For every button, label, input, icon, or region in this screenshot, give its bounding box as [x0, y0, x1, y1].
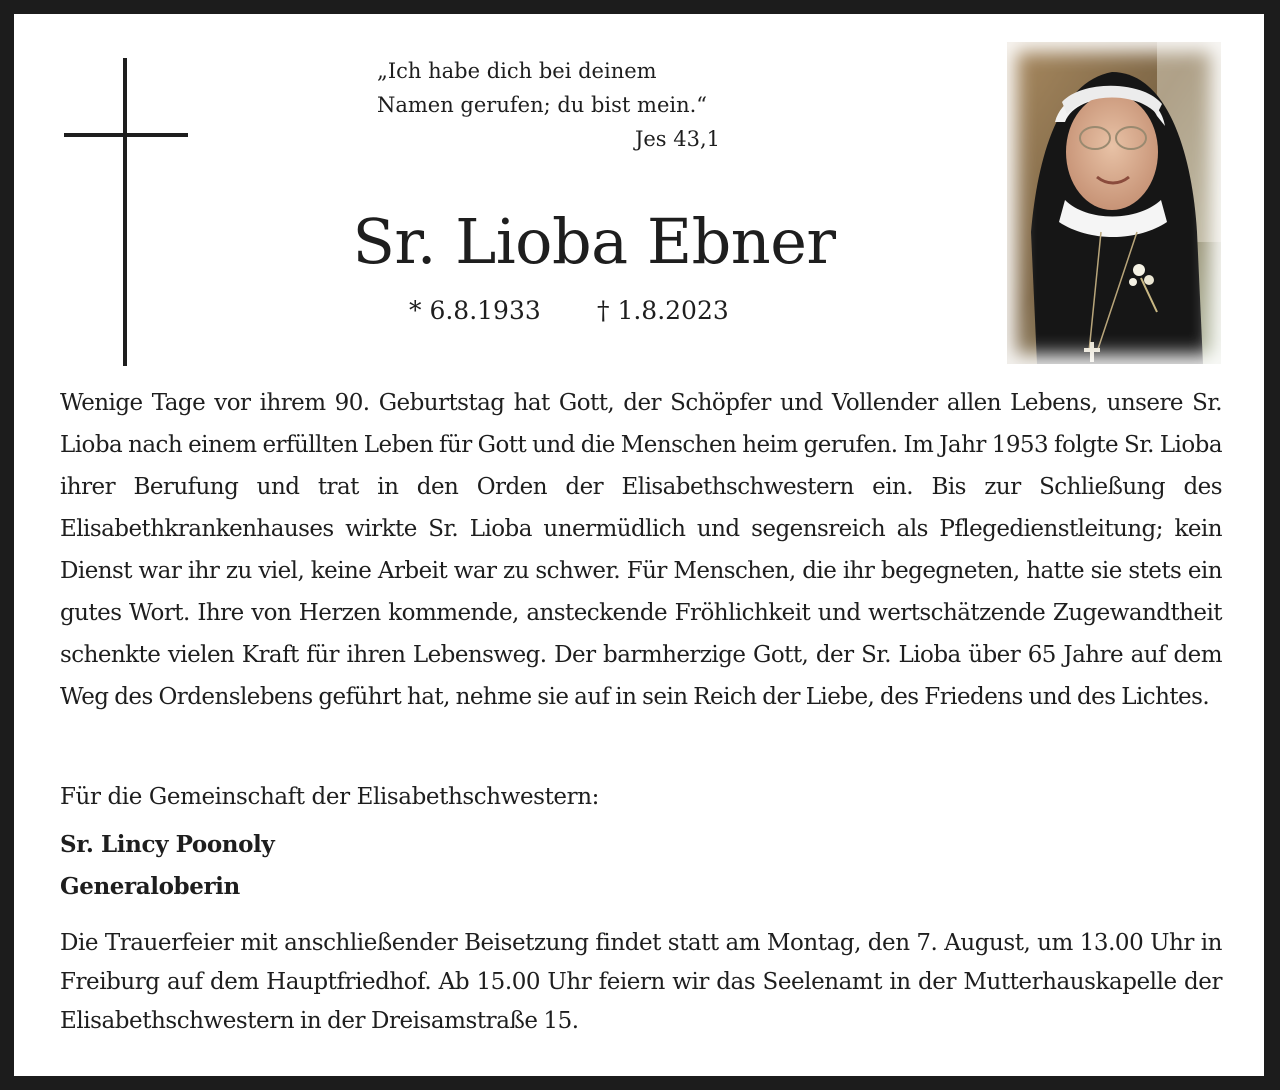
cross-icon: [123, 58, 127, 366]
portrait-image: [1007, 42, 1221, 364]
deceased-name: Sr. Lioba Ebner: [352, 205, 836, 278]
funeral-information: Die Trauerfeier mit anschließender Beisetzung findet statt am Montag, den 7. August, um 13.00 Uhr in Freiburg auf dem Hauptfriedhof. Ab 15.00 Uhr feiern wir das Seelenamt in der Mutterhauskapelle der Elisabethschwestern in der Dreisamstraße 15.: [60, 930, 1222, 1034]
signature-block: [60, 824, 660, 908]
bible-quote: [377, 54, 737, 156]
community-line: Für die Gemeinschaft der Elisabethschwestern:: [60, 784, 599, 810]
cross-icon-bar: [64, 133, 188, 137]
quote-reference: Jes 43,1: [634, 127, 720, 151]
quote-line-1: „Ich habe dich bei deinem: [377, 59, 657, 83]
portrait-photo: [1007, 42, 1221, 364]
obituary-notice: [14, 14, 1264, 1076]
obituary-text: Wenige Tage vor ihrem 90. Geburtstag hat Gott, der Schöpfer und Vollender allen Lebens, unsere Sr. Lioba nach einem erfüllten Leben für Gott und die Menschen heim gerufen. Im Jahr 1953 folgte Sr. Lioba ihrer Berufung und trat in den Orden der Elisabethschwestern ein. Bis zur Schließung des Elisabethkrankenhauses wirkte Sr. Lioba unermüdlich und segensreich als Pflegedienstleitung; kein Dienst war ihr zu viel, keine Arbeit war zu schwer. Für Menschen, die ihr begegneten, hatte sie stets ein gutes Wort. Ihre von Herzen kommende, ansteckende Fröhlichkeit und wertschätzende Zugewandtheit schenkte vielen Kraft für ihren Lebensweg. Der barmherzige Gott, der Sr. Lioba über 65 Jahre auf dem Weg des Ordenslebens geführt hat, nehme sie auf in sein Reich der Liebe, des Friedens und des Lichtes.: [60, 390, 1222, 710]
signer-title: Generaloberin: [60, 873, 240, 900]
birth-date: * 6.8.1933: [409, 296, 541, 325]
quote-line-2: Namen gerufen; du bist mein.“: [377, 93, 708, 117]
signer-name: Sr. Lincy Poonoly: [60, 831, 275, 858]
death-date: † 1.8.2023: [597, 296, 729, 325]
